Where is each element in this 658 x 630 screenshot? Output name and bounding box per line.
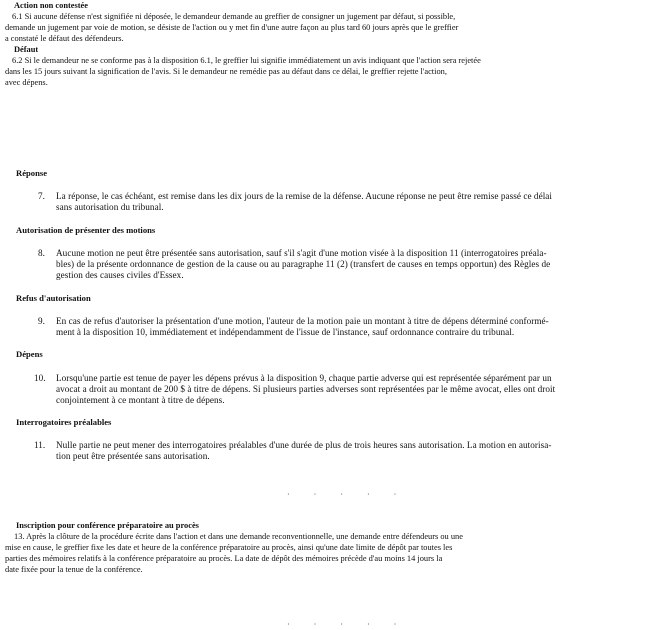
section-10-line: avocat a droit au montant de 200 $ à titre de dépens. Si plusieurs parties adverses sont représentées par le même avocat, elles ont droit: [56, 384, 556, 394]
section-separator: · · · · ·: [287, 620, 408, 629]
section-10-line: Lorsqu'une partie est tenue de payer les dépens prévus à la disposition 9, chaque partie adverse qui est représentée séparément par un: [56, 373, 552, 383]
para-13-line: parties des mémoires relatifs à la conférence préparatoire au procès. La date de dépôt des mémoires précède d'au moins 14 jours la: [5, 554, 443, 563]
section-9-line: ment à la disposition 10, immédiatement et indépendamment de l'issue de l'instance, sauf ordonnance contraire du tribunal.: [56, 327, 515, 337]
heading-refus-autorisation: Refus d'autorisation: [16, 293, 91, 303]
para-13-line: date fixée pour la tenue de la conférence.: [5, 565, 143, 574]
para-6-2-line: 6.2 Si le demandeur ne se conforme pas à la disposition 6.1, le greffier lui signifie immédiatement un avis indiquant que l'action sera rejetée: [12, 56, 481, 65]
heading-autorisation-motions: Autorisation de présenter des motions: [16, 225, 156, 235]
section-number-7: 7.: [38, 191, 45, 201]
heading-depens: Dépens: [16, 349, 43, 359]
section-8-line: Aucune motion ne peut être présentée sans autorisation, sauf s'il s'agit d'une motion visée à la disposition 11 (interrogatoires préala-: [56, 248, 547, 258]
section-number-8: 8.: [38, 248, 45, 258]
section-8-line: gestion des causes civiles d'Essex.: [56, 270, 184, 280]
section-number-10: 10.: [34, 373, 46, 383]
section-number-11: 11.: [34, 440, 46, 450]
heading-action-non-contestee: Action non contestée: [14, 1, 88, 10]
para-13-line: 13. Après la clôture de la procédure écrite dans l'action et dans une demande reconventionnelle, une demande entre défendeurs ou une: [14, 532, 463, 541]
section-7-line: La réponse, le cas échéant, est remise dans les dix jours de la remise de la défense. Aucune réponse ne peut être remise passé ce délai: [56, 191, 553, 201]
section-8-line: bles) de la présente ordonnance de gestion de la cause ou au paragraphe 11 (2) (transfert de causes en temps opportun) des Règles de: [56, 259, 551, 269]
heading-interrogatoires: Interrogatoires préalables: [16, 417, 112, 427]
middle-section: [0, 160, 658, 500]
section-7-line: sans autorisation du tribunal.: [56, 202, 164, 212]
para-6-2-line: avec dépens.: [5, 78, 48, 87]
para-6-1-line: demande un jugement par voie de motion, se désiste de l'action ou y met fin d'une autre façon au plus tard 60 jours après que le greffier: [5, 23, 459, 32]
section-11-line: tion peut être présentée sans autorisation.: [56, 451, 210, 461]
para-6-2-line: dans les 15 jours suivant la signification de l'avis. Si le demandeur ne remédie pas au défaut dans ce délai, le greffier rejette l'action,: [5, 67, 447, 76]
heading-reponse: Réponse: [16, 168, 48, 178]
section-9-line: En cas de refus d'autoriser la présentation d'une motion, l'auteur de la motion paie un montant à titre de dépens déterminé conformé-: [56, 316, 549, 326]
bottom-section: [0, 520, 658, 630]
para-6-1-line: a constaté le défaut des défendeurs.: [5, 34, 124, 43]
para-6-1-line: 6.1 Si aucune défense n'est signifiée ni déposée, le demandeur demande au greffier de consigner un jugement par défaut, si possible,: [12, 12, 456, 21]
section-separator: · · · · ·: [287, 490, 408, 499]
section-number-9: 9.: [38, 316, 45, 326]
para-13-line: mise en cause, le greffier fixe les date et heure de la conférence préparatoire au procès, ainsi qu'une date limite de dépôt par toutes les: [5, 543, 453, 552]
section-11-line: Nulle partie ne peut mener des interrogatoires préalables d'une durée de plus de trois heures sans autorisation. La motion en autorisa-: [56, 440, 552, 450]
heading-defaut: Défaut: [14, 45, 39, 54]
section-10-line: conjointement à ce montant à titre de dépens.: [56, 395, 225, 405]
top-section: [0, 0, 658, 100]
heading-inscription-conference: Inscription pour conférence préparatoire au procès: [16, 521, 199, 530]
